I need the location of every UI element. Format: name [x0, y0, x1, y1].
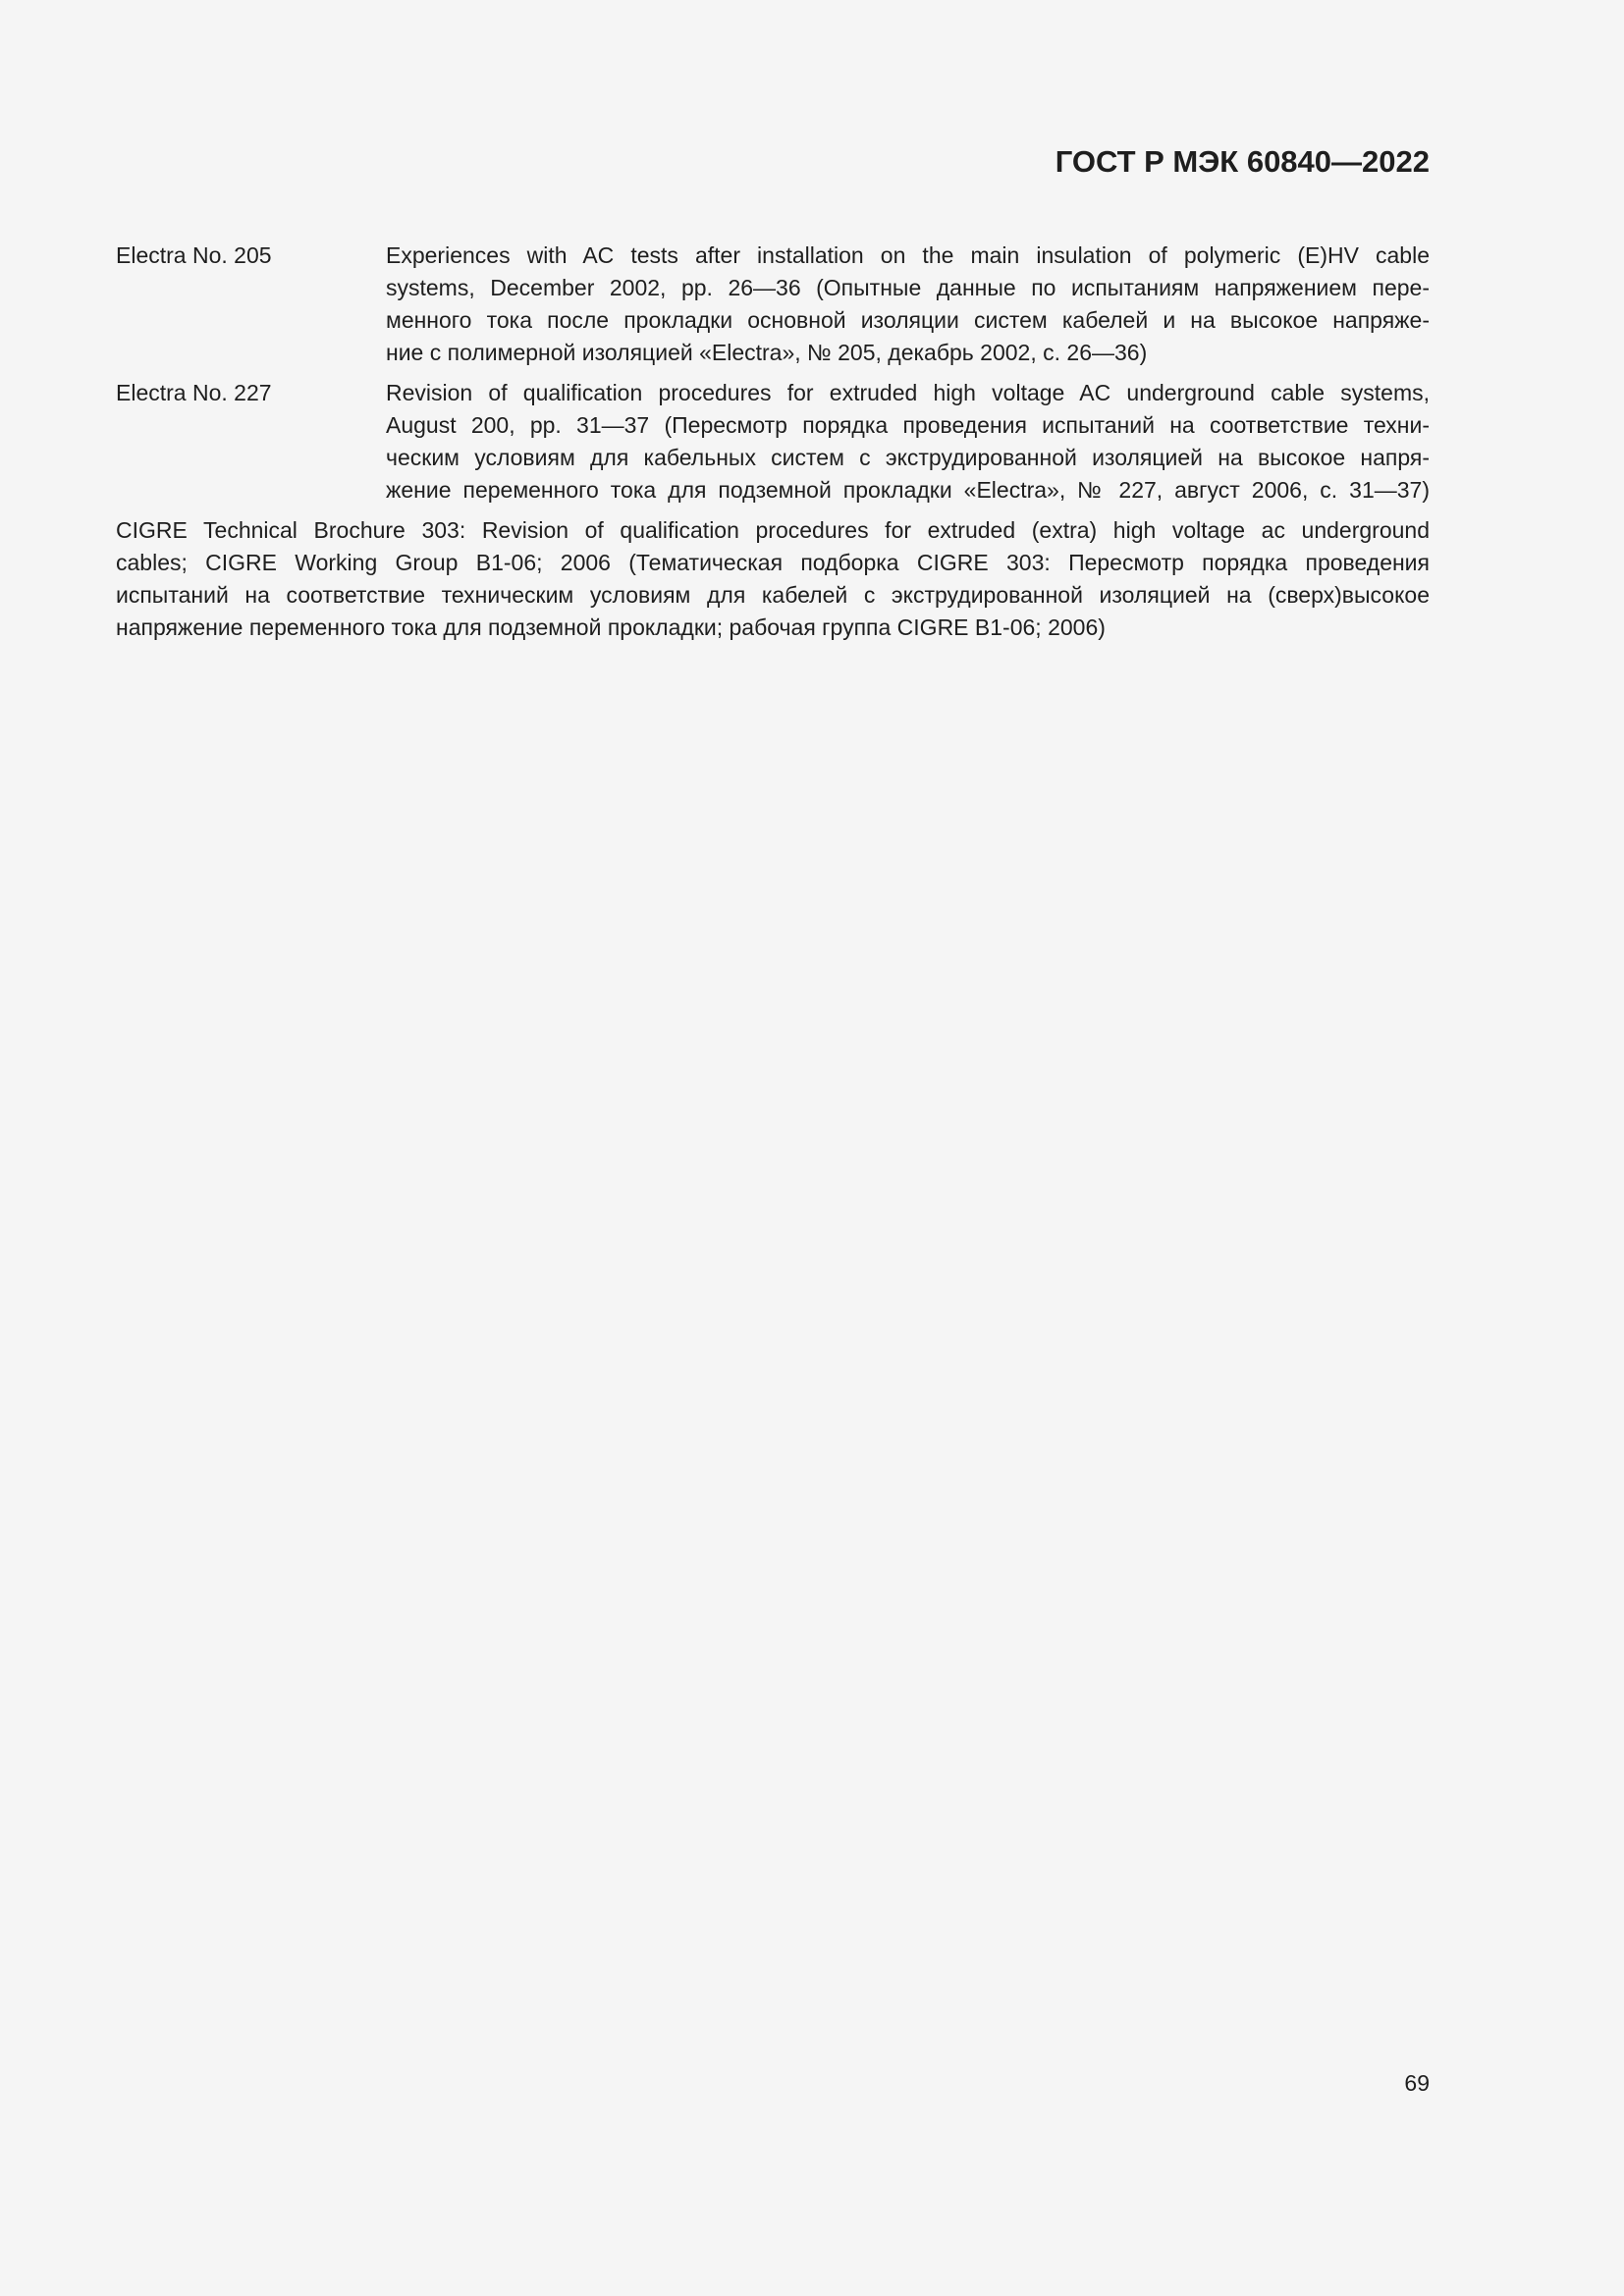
reference-text: [386, 240, 1430, 369]
reference-entry-electra-205: [116, 240, 1430, 369]
reference-label: Electra No. 227: [116, 380, 272, 405]
text-line: August 200, pp. 31—37 (Пересмотр порядка проведения испытаний на соответствие техни-: [386, 412, 1430, 438]
page-header: ГОСТ Р МЭК 60840—2022: [1055, 144, 1430, 179]
reference-entry-electra-227: [116, 377, 1430, 507]
text-line: ческим условиям для кабельных систем с экструдированной изоляцией на высокое напря-: [386, 445, 1430, 470]
text-line: менного тока после прокладки основной изоляции систем кабелей и на высокое напряже-: [386, 307, 1430, 333]
text-line: systems, December 2002, pp. 26—36 (Опытные данные по испытаниям напряжением пере-: [386, 275, 1430, 300]
reference-label: Electra No. 205: [116, 242, 272, 268]
text-line: Revision of qualification procedures for extruded high voltage AC underground cable systems,: [386, 380, 1430, 405]
text-line: испытаний на соответствие техническим условиям для кабелей с экструдированной изоляцией на (сверх)высокое: [116, 582, 1430, 608]
references-section: [116, 240, 1430, 644]
text-line: ние с полимерной изоляцией «Electra», № 205, декабрь 2002, с. 26—36): [386, 340, 1148, 365]
page-number: 69: [1404, 2070, 1430, 2096]
text-line: cables; CIGRE Working Group B1-06; 2006 (Тематическая подборка CIGRE 303: Пересмотр порядка проведения: [116, 550, 1430, 575]
text-line: напряжение переменного тока для подземной прокладки; рабочая группа CIGRE B1-06; 2006): [116, 614, 1106, 640]
text-line: жение переменного тока для подземной прокладки «Electra», № 227, август 2006, с. 31—37): [386, 477, 1430, 503]
text-line: Experiences with AC tests after installation on the main insulation of polymeric (E)HV cable: [386, 242, 1430, 268]
text-line: CIGRE Technical Brochure 303: Revision of qualification procedures for extruded (extra) high voltage ac underground: [116, 517, 1430, 543]
cigre-paragraph: [116, 514, 1430, 644]
reference-text: [386, 377, 1430, 507]
